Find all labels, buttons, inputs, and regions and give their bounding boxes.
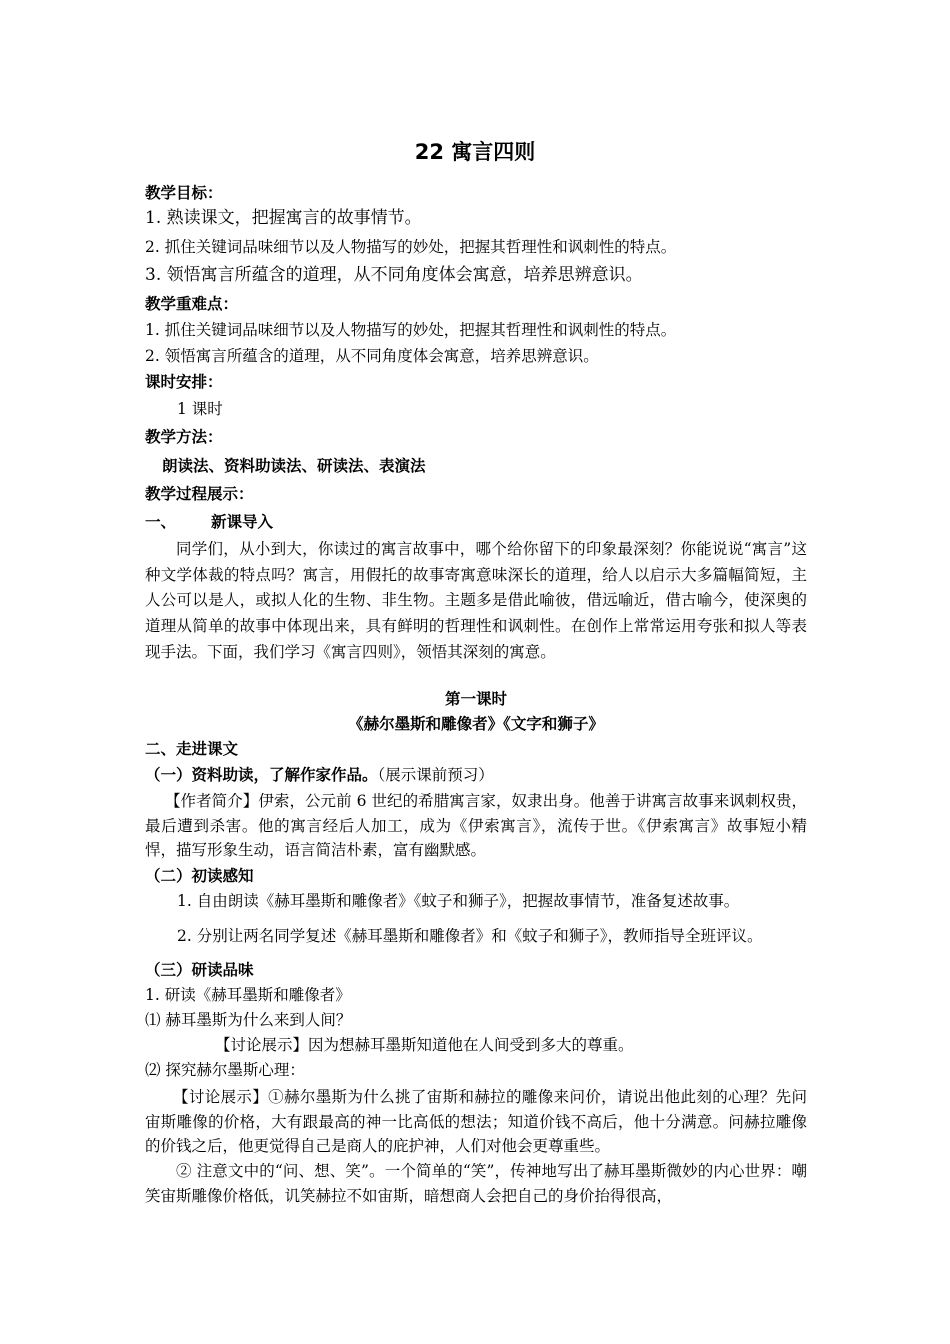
answer-1: 【讨论展示】因为想赫耳墨斯知道他在人间受到多大的尊重。 — [215, 1036, 634, 1054]
answer-3-paragraph: ② 注意文中的“问、想、笑”。一个简单的“笑”，传神地写出了赫耳墨斯微妙的内心世界：嘲笑宙斯雕像价格低，讥笑赫拉不如宙斯，暗想商人会把自己的身价抬得很高， — [145, 1162, 807, 1205]
methods-value: 朗读法、资料助读法、研读法、表演法 — [162, 457, 426, 475]
lesson-texts: 《赫尔墨斯和雕像者》《文字和狮子》 — [348, 715, 604, 733]
sub-1-title: （一）资料助读，了解作家作品。 — [145, 766, 378, 784]
sub-3-title: （三）研读品味 — [145, 961, 254, 979]
objective-item-3: 3. 领悟寓言所蕴含的道理，从不同角度体会寓意，培养思辨意识。 — [145, 265, 643, 285]
section-1-number: 一、 — [145, 513, 177, 531]
key-points-heading: 教学重难点： — [145, 295, 239, 313]
section-2-title: 二、走进课文 — [145, 740, 239, 758]
sub-2-title: （二）初读感知 — [145, 867, 254, 885]
answer-2-paragraph: 【讨论展示】①赫尔墨斯为什么挑了宙斯和赫拉的雕像来问价，请说出他此刻的心理？先问宙斯雕像的价格，大有跟最高的神一比高低的想法；知道价钱不高后，他十分满意。问赫拉雕像的价钱之后，他更觉得自己是商人的庇护神，人们对他会更尊重些。 — [145, 1088, 807, 1155]
section-1-title: 新课导入 — [211, 513, 274, 531]
intro-paragraph: 同学们，从小到大，你读过的寓言故事中，哪个给你留下的印象最深刻？你能说说“寓言”这种文学体裁的特点吗？寓言，用假托的故事寄寓意味深长的道理，给人以启示大多篇幅简短，主人公可以是人，或拟人化的生物、非生物。主题多是借此喻彼，借远喻近，借古喻今，使深奥的道理从简单的故事中体现出来，具有鲜明的哲理性和讽刺性。在创作上常常运用夸张和拟人等表现手法。下面，我们学习《寓言四则》，领悟其深刻的寓意。 — [145, 540, 807, 661]
schedule-value: 1 课时 — [177, 400, 223, 418]
methods-heading: 教学方法： — [145, 428, 223, 446]
page-title: 22 寓言四则 — [414, 140, 536, 164]
study-title: 1. 研读《赫耳墨斯和雕像者》 — [145, 986, 351, 1004]
author-intro-paragraph: 【作者简介】伊索，公元前 6 世纪的希腊寓言家，奴隶出身。他善于讲寓言故事来讽刺权贵，最后遭到杀害。他的寓言经后人加工，成为《伊索寓言》，流传于世。《伊索寓言》故事短小精悍，描写形象生动，语言简洁朴素，富有幽默感。 — [145, 792, 807, 859]
objective-item-1: 1. 熟读课文，把握寓言的故事情节。 — [145, 208, 422, 228]
objectives-heading: 教学目标： — [145, 184, 223, 202]
sub-1-line — [145, 765, 494, 785]
sub-2-item-1: 1. 自由朗读《赫耳墨斯和雕像者》《蚊子和狮子》，把握故事情节，准备复述故事。 — [177, 892, 740, 910]
sub-1-note: （展示课前预习） — [377, 766, 494, 784]
question-1: ⑴ 赫耳墨斯为什么来到人间？ — [145, 1011, 352, 1029]
lesson-heading: 第一课时 — [444, 690, 507, 708]
objective-item-2: 2. 抓住关键词品味细节以及人物描写的妙处，把握其哲理性和讽刺性的特点。 — [145, 238, 677, 256]
question-2: ⑵ 探究赫尔墨斯心理： — [145, 1061, 305, 1079]
schedule-heading: 课时安排： — [145, 373, 223, 391]
sub-2-item-2: 2. 分别让两名同学复述《赫耳墨斯和雕像者》和《蚊子和狮子》，教师指导全班评议。 — [177, 927, 763, 945]
process-heading: 教学过程展示： — [145, 485, 254, 503]
key-point-item-1: 1. 抓住关键词品味细节以及人物描写的妙处，把握其哲理性和讽刺性的特点。 — [145, 321, 677, 339]
key-point-item-2: 2. 领悟寓言所蕴含的道理，从不同角度体会寓意，培养思辨意识。 — [145, 347, 599, 365]
